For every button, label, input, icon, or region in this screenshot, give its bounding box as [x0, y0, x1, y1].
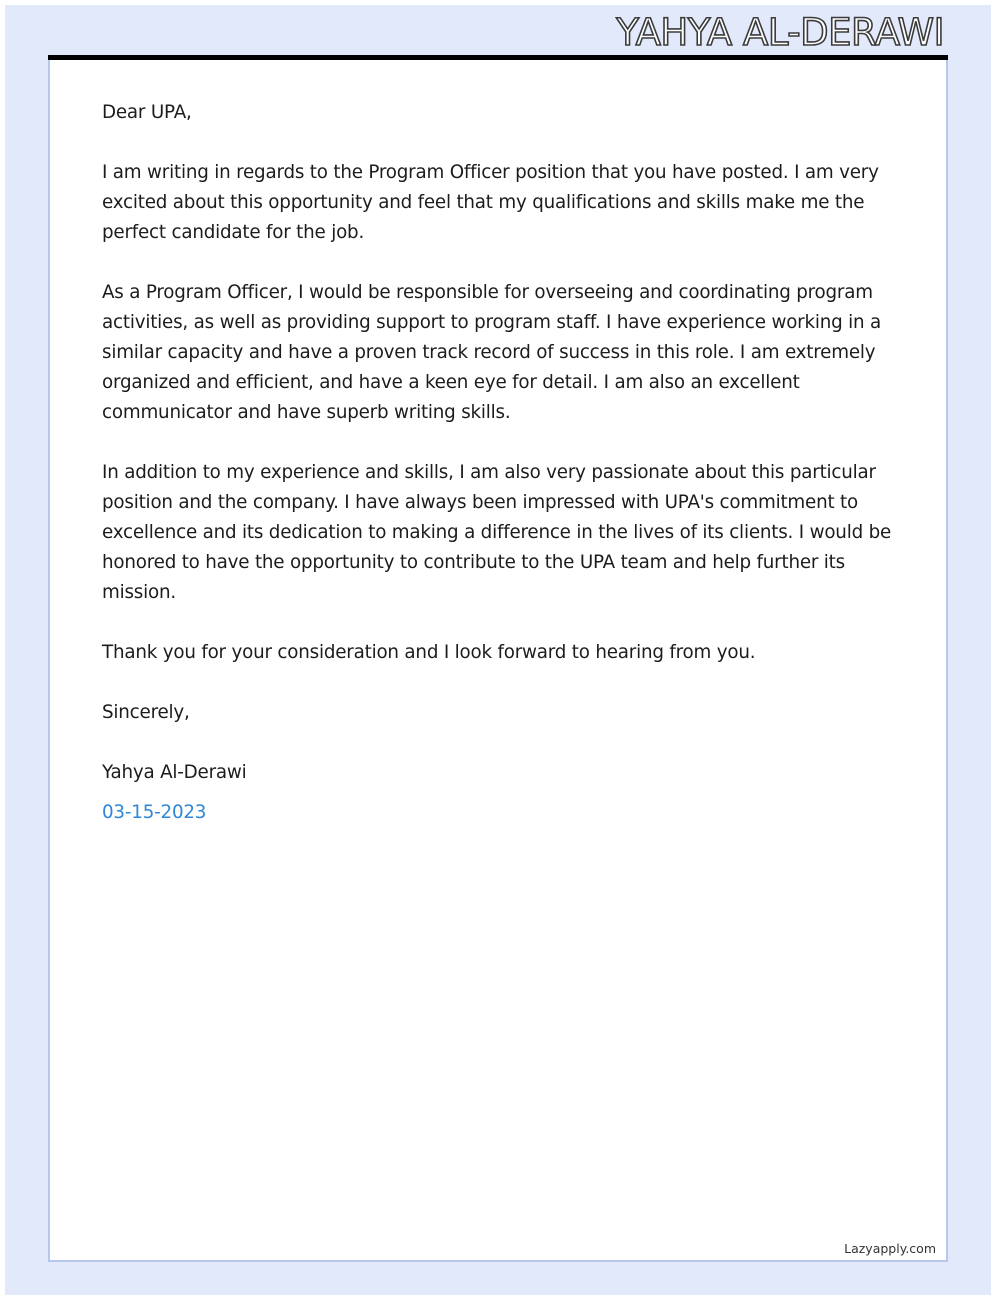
- paragraph-2: As a Program Officer, I would be responsible for overseeing and coordinating program activities, as well as providing support to program staff. I have experience working in a similar capacity and have a proven track record of success in this role. I am extremely organized and efficient, and have a keen eye for detail. I am also an excellent communicator and have superb writing skills.: [102, 282, 882, 423]
- letter-body: [102, 98, 902, 828]
- salutation: Dear UPA,: [102, 102, 192, 123]
- signature-name: Yahya Al-Derawi: [102, 762, 247, 783]
- header-name: YAHYA AL-DERAWI: [616, 11, 944, 54]
- paragraph-1: I am writing in regards to the Program Officer position that you have posted. I am very excited about this opportunity and feel that my qualifications and skills make me the perfect candidate for the job.: [102, 162, 879, 243]
- watermark-link[interactable]: Lazyapply.com: [844, 1241, 936, 1256]
- paragraph-4: Thank you for your consideration and I look forward to hearing from you.: [102, 642, 756, 663]
- paragraph-3: In addition to my experience and skills, I am also very passionate about this particular position and the company. I have always been impressed with UPA's commitment to excellence and its dedication to making a difference in the lives of its clients. I would be honored to have the opportunity to contribute to the UPA team and help further its mission.: [102, 462, 892, 603]
- letter-page: [48, 60, 948, 1262]
- closing: Sincerely,: [102, 702, 190, 723]
- letter-date: 03-15-2023: [102, 802, 207, 823]
